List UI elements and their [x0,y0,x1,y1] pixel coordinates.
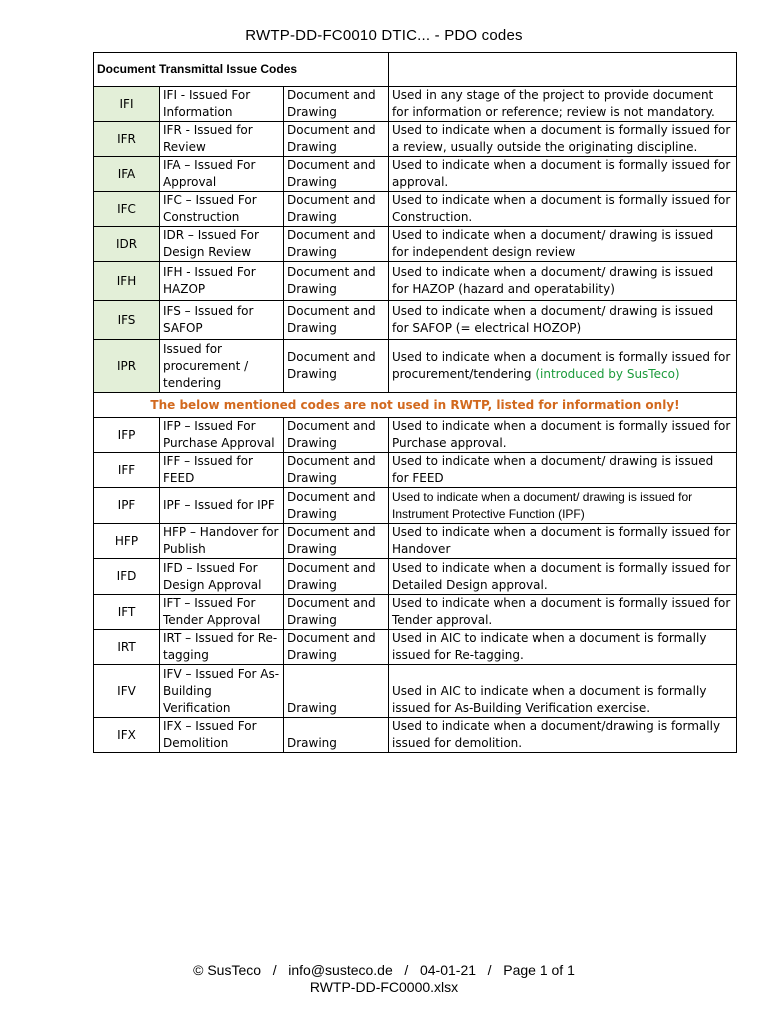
code-cell: IFD [94,559,160,595]
type-cell: Document and Drawing [284,488,389,524]
code-cell: IFP [94,418,160,453]
name-cell: IFD – Issued For Design Approval [160,559,284,595]
type-cell: Document and Drawing [284,157,389,192]
info-note-row [94,393,737,418]
code-cell: IFI [94,87,160,122]
description-text: Used to indicate when a document is formally issued for procurement/tendering [392,350,731,381]
table-row [94,453,737,488]
type-cell: Document and Drawing [284,559,389,595]
name-cell: IFP – Issued For Purchase Approval [160,418,284,453]
name-cell: IFF – Issued for FEED [160,453,284,488]
code-cell: IFT [94,595,160,630]
type-cell: Document and Drawing [284,262,389,301]
info-note: The below mentioned codes are not used in RWTP, listed for information only! [94,393,737,418]
footer-line-1: © SusTeco / info@susteco.de / 04-01-21 / Page 1 of 1 [193,962,575,978]
page-title: RWTP-DD-FC0010 DTIC... - PDO codes [245,27,523,44]
description-cell: Used to indicate when a document/drawing is formally issued for demolition. [389,718,737,753]
description-cell: Used to indicate when a document/ drawing is issued for SAFOP (= electrical HOZOP) [389,301,737,340]
table-row [94,192,737,227]
description-cell: Used to indicate when a document is formally issued for Handover [389,524,737,559]
table-header-blank-cell [389,53,737,87]
table-row [94,227,737,262]
type-cell: Document and Drawing [284,595,389,630]
type-cell: Drawing [284,718,389,753]
table-row [94,488,737,524]
code-cell: IFA [94,157,160,192]
page-footer [0,962,768,996]
description-cell: Used to indicate when a document is formally issued for approval. [389,157,737,192]
table-row [94,630,737,665]
code-cell: IFH [94,262,160,301]
code-cell: IFF [94,453,160,488]
name-cell: HFP – Handover for Publish [160,524,284,559]
name-cell: IFR - Issued for Review [160,122,284,157]
description-cell: Used to indicate when a document is formally issued for a review, usually outside the originating discipline. [389,122,737,157]
table-row [94,418,737,453]
table-row [94,524,737,559]
type-cell: Document and Drawing [284,340,389,393]
issue-codes-table [93,52,737,753]
description-cell: Used to indicate when a document/ drawing is issued for independent design review [389,227,737,262]
description-cell: Used to indicate when a document is formally issued for Detailed Design approval. [389,559,737,595]
code-cell: HFP [94,524,160,559]
susteco-note: (introduced by SusTeco) [535,367,680,381]
type-cell: Document and Drawing [284,453,389,488]
table-row [94,262,737,301]
type-cell: Document and Drawing [284,301,389,340]
name-cell: IFX – Issued For Demolition [160,718,284,753]
type-cell: Document and Drawing [284,227,389,262]
table-row [94,665,737,718]
table-row [94,718,737,753]
description-cell: Used in AIC to indicate when a document is formally issued for As-Building Verification exercise. [389,665,737,718]
table-row [94,87,737,122]
code-cell: IFC [94,192,160,227]
name-cell: IFV – Issued For As-Building Verification [160,665,284,718]
description-cell: Used to indicate when a document/ drawing is issued for HAZOP (hazard and operatability) [389,262,737,301]
description-cell: Used in AIC to indicate when a document is formally issued for Re-tagging. [389,630,737,665]
description-cell: Used to indicate when a document is formally issued for Construction. [389,192,737,227]
type-cell: Document and Drawing [284,524,389,559]
description-cell: Used in any stage of the project to provide document for information or reference; review is not mandatory. [389,87,737,122]
type-cell: Document and Drawing [284,192,389,227]
name-cell: IFA – Issued For Approval [160,157,284,192]
table-row [94,122,737,157]
name-cell: IRT – Issued for Re-tagging [160,630,284,665]
description-cell: Used to indicate when a document/ drawing is issued for FEED [389,453,737,488]
code-cell: IFX [94,718,160,753]
code-cell: IPR [94,340,160,393]
table-row [94,559,737,595]
table-row [94,340,737,393]
code-cell: IRT [94,630,160,665]
name-cell: IPF – Issued for IPF [160,488,284,524]
name-cell: IFC – Issued For Construction [160,192,284,227]
name-cell: IFI - Issued For Information [160,87,284,122]
type-cell: Document and Drawing [284,418,389,453]
code-cell: IPF [94,488,160,524]
code-cell: IDR [94,227,160,262]
code-cell: IFV [94,665,160,718]
table-row [94,595,737,630]
table-header-row [94,53,737,87]
name-cell: IFS – Issued for SAFOP [160,301,284,340]
name-cell: Issued for procurement / tendering [160,340,284,393]
name-cell: IFT – Issued For Tender Approval [160,595,284,630]
type-cell: Document and Drawing [284,87,389,122]
description-cell: Used to indicate when a document is formally issued for Tender approval. [389,595,737,630]
footer-filename: RWTP-DD-FC0000.xlsx [309,979,459,995]
type-cell: Document and Drawing [284,630,389,665]
table-title: Document Transmittal Issue Codes [94,53,389,87]
type-cell: Drawing [284,665,389,718]
description-cell: Used to indicate when a document/ drawing is issued for Instrument Protective Function (IPF) [389,488,737,524]
type-cell: Document and Drawing [284,122,389,157]
description-cell [389,340,737,393]
description-cell: Used to indicate when a document is formally issued for Purchase approval. [389,418,737,453]
name-cell: IDR – Issued For Design Review [160,227,284,262]
table-row [94,301,737,340]
code-cell: IFR [94,122,160,157]
name-cell: IFH - Issued For HAZOP [160,262,284,301]
code-cell: IFS [94,301,160,340]
table-row [94,157,737,192]
